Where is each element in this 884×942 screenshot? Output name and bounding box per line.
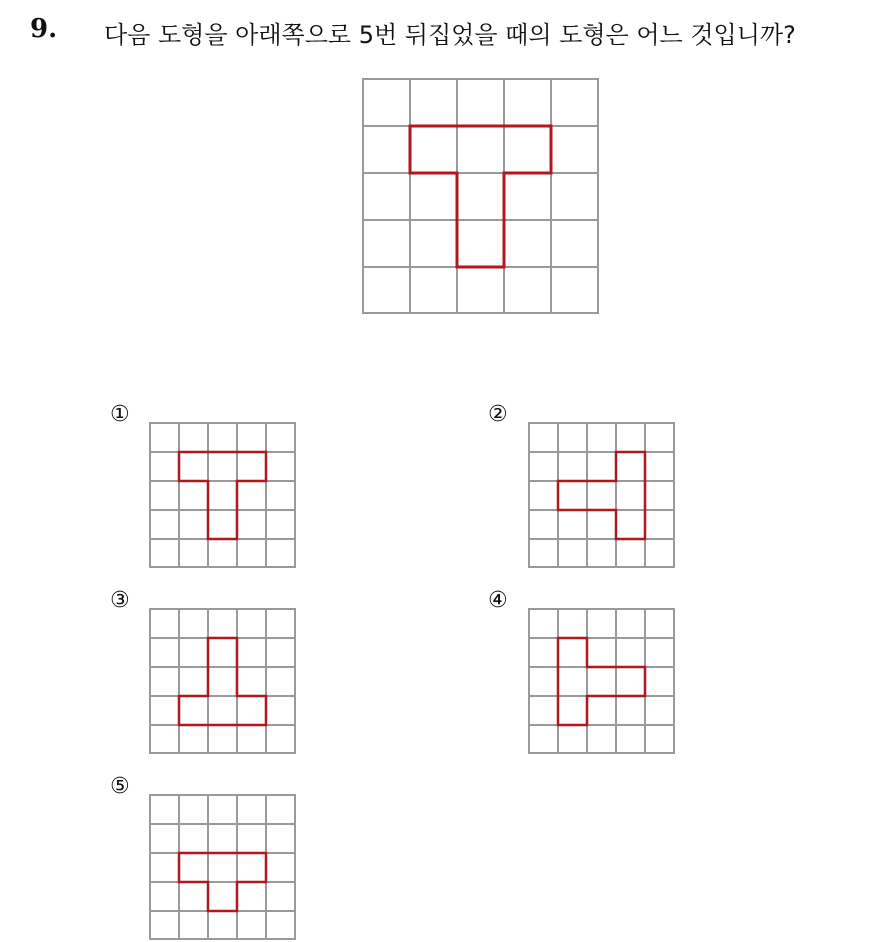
option-5-label[interactable]: ⑤	[110, 774, 130, 799]
question-number: 9.	[30, 14, 58, 44]
option-5-grid[interactable]	[149, 794, 299, 942]
option-1-shape	[179, 452, 266, 539]
option-3-shape	[179, 638, 266, 725]
question-text: 다음 도형을 아래쪽으로 5번 뒤집었을 때의 도형은 어느 것입니까?	[104, 21, 796, 49]
option-1-label[interactable]: ①	[110, 402, 130, 427]
grid-lines	[363, 79, 598, 313]
option-4-shape	[558, 638, 645, 725]
main-figure-grid	[362, 78, 602, 316]
option-4-label[interactable]: ④	[488, 588, 508, 613]
option-2-shape	[558, 452, 645, 539]
option-4-grid[interactable]	[528, 608, 678, 756]
option-1-grid[interactable]	[149, 422, 299, 570]
option-3-grid[interactable]	[149, 608, 299, 756]
option-2-label[interactable]: ②	[488, 402, 508, 427]
main-t-shape	[410, 126, 551, 267]
option-2-grid[interactable]	[528, 422, 678, 570]
option-3-label[interactable]: ③	[110, 588, 130, 613]
